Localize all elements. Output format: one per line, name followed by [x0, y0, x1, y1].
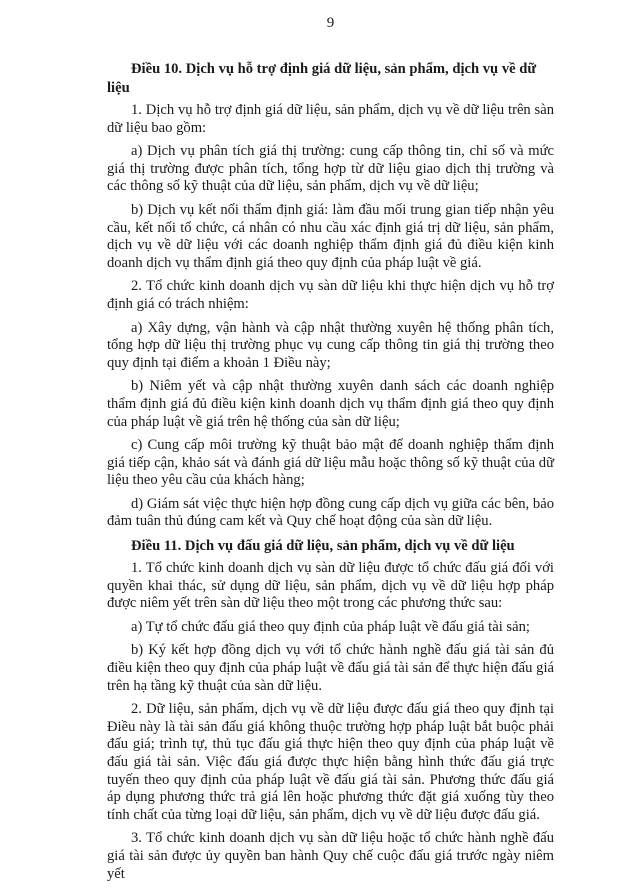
- article-paragraph: d) Giám sát việc thực hiện hợp đồng cung cấp dịch vụ giữa các bên, bảo đảm tuân thủ đúng cam kết và Quy chế hoạt động của sàn dữ liệu.: [107, 495, 554, 530]
- article-paragraph: 2. Dữ liệu, sản phẩm, dịch vụ về dữ liệu được đấu giá theo quy định tại Điều này là tài sản đấu giá không thuộc trường hợp pháp luật bắt buộc phải đấu giá; trình tự, thủ tục đấu giá thực hiện theo quy định của pháp luật về đấu giá tài sản. Việc đấu giá được thực hiện bằng hình thức đấu giá trực tuyến theo quy định của pháp luật về đấu giá tài sản. Phương thức đấu giá áp dụng phương thức trả giá lên hoặc phương thức đặt giá xuống tùy theo tính chất của từng loại dữ liệu, sản phẩm, dịch vụ về dữ liệu được đấu giá.: [107, 701, 554, 823]
- article-paragraph: a) Xây dựng, vận hành và cập nhật thường xuyên hệ thống phân tích, tổng hợp dữ liệu thị trường phục vụ cung cấp thông tin giá thị trường theo quy định tại điểm a khoản 1 Điều này;: [107, 319, 554, 371]
- article-paragraph: b) Ký kết hợp đồng dịch vụ với tổ chức hành nghề đấu giá tài sản đủ điều kiện theo quy định của pháp luật về đấu giá tài sản để thực hiện đấu giá trên hạ tầng kỹ thuật của sàn dữ liệu.: [107, 642, 554, 694]
- article-paragraph: c) Cung cấp môi trường kỹ thuật bảo mật để doanh nghiệp thẩm định giá tiếp cận, khảo sát và đánh giá dữ liệu mẫu hoặc thông số kỹ thuật của dữ liệu theo yêu cầu của khách hàng;: [107, 437, 554, 489]
- article-paragraph: 1. Dịch vụ hỗ trợ định giá dữ liệu, sản phẩm, dịch vụ về dữ liệu trên sàn dữ liệu bao gồm:: [107, 102, 554, 136]
- article-paragraph: 1. Tổ chức kinh doanh dịch vụ sàn dữ liệu được tổ chức đấu giá đối với quyền khai thác, sử dụng dữ liệu, sản phẩm, dịch vụ về dữ liệu hợp pháp được niêm yết trên sàn dữ liệu theo một trong các phương thức sau:: [107, 560, 554, 612]
- article-heading: Điều 10. Dịch vụ hỗ trợ định giá dữ liệu, sản phẩm, dịch vụ về dữ liệu: [107, 61, 537, 96]
- article-paragraph: a) Dịch vụ phân tích giá thị trường: cung cấp thông tin, chỉ số và mức giá thị trường được phân tích, tổng hợp từ dữ liệu giao dịch thị trường và các thông số kỹ thuật của dữ liệu, sản phẩm, dịch vụ về dữ liệu;: [107, 143, 554, 195]
- article-paragraph: 3. Tổ chức kinh doanh dịch vụ sàn dữ liệu hoặc tổ chức hành nghề đấu giá tài sản được ủy quyền ban hành Quy chế cuộc đấu giá trước ngày niêm yết: [107, 830, 554, 882]
- page-number: 9: [326, 15, 335, 31]
- article-section: [107, 60, 554, 531]
- article-paragraph: b) Niêm yết và cập nhật thường xuyên danh sách các doanh nghiệp thẩm định giá đủ điều kiện kinh doanh dịch vụ thẩm định giá theo quy định của pháp luật về giá trên hệ thống của sàn dữ liệu;: [107, 378, 554, 430]
- article-paragraph: a) Tự tổ chức đấu giá theo quy định của pháp luật về đấu giá tài sản;: [131, 618, 530, 635]
- article-section: [107, 537, 554, 883]
- article-paragraph: b) Dịch vụ kết nối thẩm định giá: làm đầu mối trung gian tiếp nhận yêu cầu, kết nối tổ chức, cá nhân có nhu cầu xác định giá trị dữ liệu, sản phẩm, dịch vụ về dữ liệu với các doanh nghiệp thẩm định giá đủ điều kiện kinh doanh dịch vụ thẩm định giá theo quy định của pháp luật về giá.: [107, 201, 554, 271]
- article-heading: Điều 11. Dịch vụ đấu giá dữ liệu, sản phẩm, dịch vụ về dữ liệu: [131, 538, 515, 555]
- article-paragraph: 2. Tổ chức kinh doanh dịch vụ sàn dữ liệu khi thực hiện dịch vụ hỗ trợ định giá có trách nhiệm:: [107, 278, 554, 312]
- articles: [107, 60, 554, 883]
